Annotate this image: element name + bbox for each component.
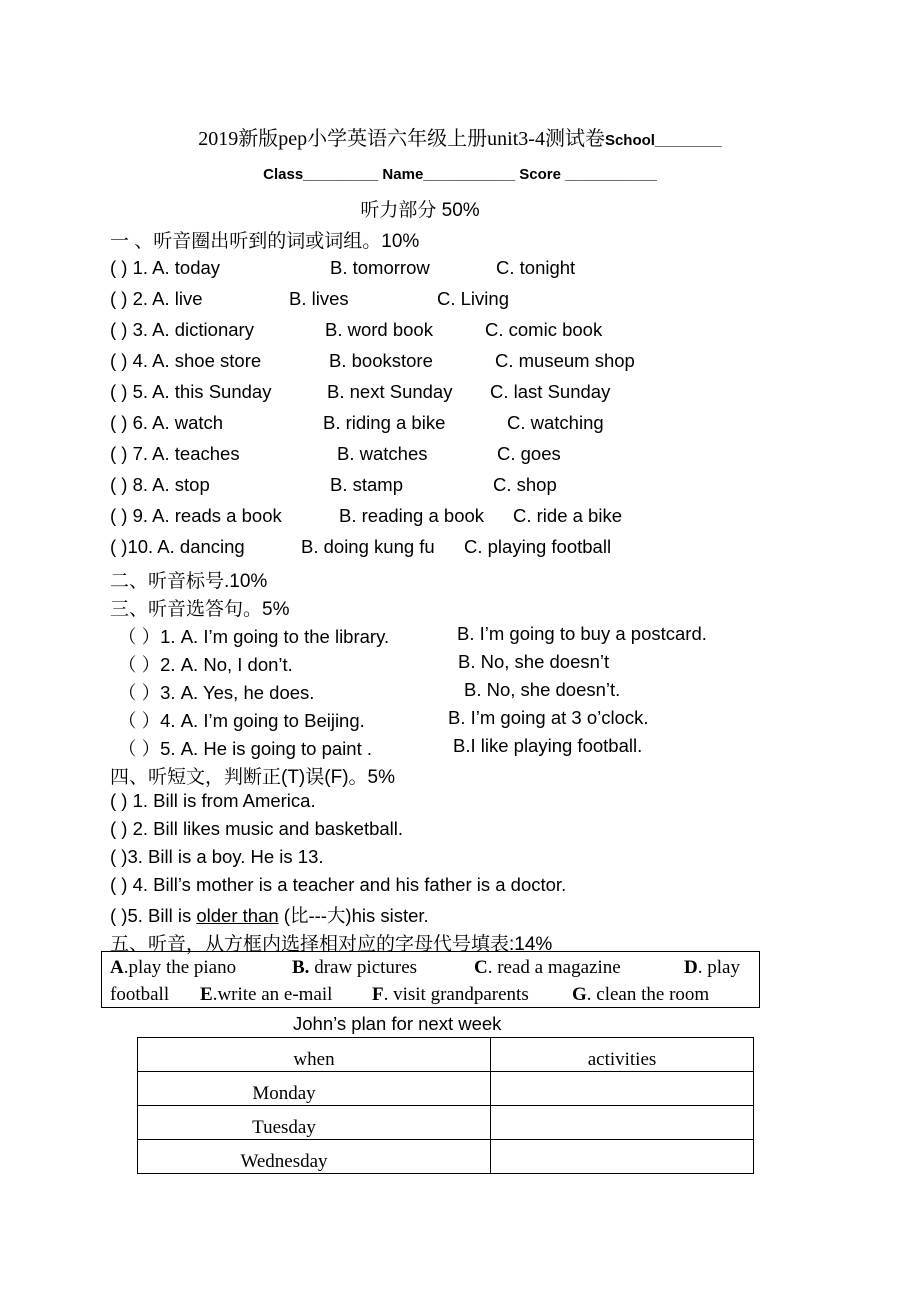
section-1-heading: 一 、听音圈出听到的词或词组。10%: [110, 231, 420, 252]
true-false-statement: ( ) 2. Bill likes music and basketball.: [110, 818, 404, 839]
true-false-statement: ( ) 1. Bill is from America.: [110, 790, 316, 811]
activity-cell[interactable]: [491, 1106, 754, 1140]
section-5-heading: 五、听音，从方框内选择相对应的字母代号填表:14%: [110, 934, 553, 955]
header-when: when: [138, 1038, 491, 1072]
true-false-statement: ( ) 4. Bill’s mother is a teacher and his father is a doctor.: [110, 874, 567, 895]
day-cell: Monday: [138, 1072, 491, 1106]
day-cell: Wednesday: [138, 1140, 491, 1174]
true-false-statement: ( )5. Bill is older than (比---大)his sister.: [110, 905, 429, 926]
listening-header: 听力部分 50%: [360, 200, 480, 221]
table-row: [138, 1072, 754, 1106]
activity-cell[interactable]: [491, 1140, 754, 1174]
day-cell: Tuesday: [138, 1106, 491, 1140]
section-4-heading: 四、听短文，判断正(T)误(F)。5%: [110, 767, 395, 788]
plan-table: [137, 1037, 754, 1174]
table-caption: John’s plan for next week: [293, 1013, 502, 1034]
table-header-row: [138, 1038, 754, 1072]
options-box: A.play the piano B. draw pictures C. read a magazine D. play football E.write an e-mail F. visit grandparents G. clean the room: [101, 951, 760, 1008]
true-false-statement: ( )3. Bill is a boy. He is 13.: [110, 846, 324, 867]
section-3-heading: 三、听音选答句。5%: [110, 599, 290, 620]
page-title: [0, 122, 920, 151]
options-line-1: A.play the piano: [110, 957, 237, 978]
section-2-heading: 二、听音标号.10%: [110, 571, 268, 592]
worksheet-page: 2019新版pep小学英语六年级上册unit3-4测试卷School________ Class_________ Name___________ Score ___________ 听力部分 50% 一 、听音圈出听到的词或词组。10% ( ) 1. A. today B. tomorrow C. tonight ( ) 2. A. live B. lives C. Living ( ) 3. A. dictionary B. word book C. comic book ( ) 4. A. shoe store B. bookstore C. museum shop ( ) 5. A. this Sunday B. next Sunday C. last Sunday ( ) 6. A. watch B. riding a bike C. watching ( ) 7. A. teaches B. watches C. goes ( ) 8. A. stop B. stamp C. shop ( ) 9. A. reads a book B. reading a book C. ride a bike ( )10. A. dancing B. doing kung fu C. playing football 二、听音标号.10% 三、听音选答句。5% （ ）1. A. I’m going to the library. B. I’m going to buy a postcard. （ ）2. A. No, I don’t. B. No, she doesn’t （ ）3. A. Yes, he does. B. No, she doesn’t. （ ）4. A. I’m going to Beijing. B. I’m going at 3 o’clock. （ ）5. A. He is going to paint . B.I like playing football. 四、听短文，判断正(T)误(F)。5% ( ) 1. Bill is from America. ( ) 2. Bill likes music and basketball. ( )3. Bill is a boy. He is 13. ( ) 4. Bill’s mother is a teacher and his father is a doctor. ( )5. Bill is older than (比---大)his sister. 五、听音，从方框内选择相对应的字母代号填表:14% A.play the piano B. draw pictures C. read a magazine D. play football E.write an e-mail F. visit grandparents G. clean the room John’s plan for next week when activities Monday Tuesday Wednesday: [0, 0, 920, 1302]
options-line-2: football: [110, 984, 170, 1005]
student-info-line: Class_________ Name___________ Score ___________: [263, 166, 657, 183]
underlined-phrase: older than: [196, 905, 279, 926]
header-activities: activities: [491, 1038, 754, 1072]
activity-cell[interactable]: [491, 1072, 754, 1106]
title-main: 2019新版pep小学英语六年级上册unit3-4测试卷: [198, 128, 605, 150]
table-row: [138, 1140, 754, 1174]
table-row: [138, 1106, 754, 1140]
title-school-field: School________: [604, 132, 722, 149]
